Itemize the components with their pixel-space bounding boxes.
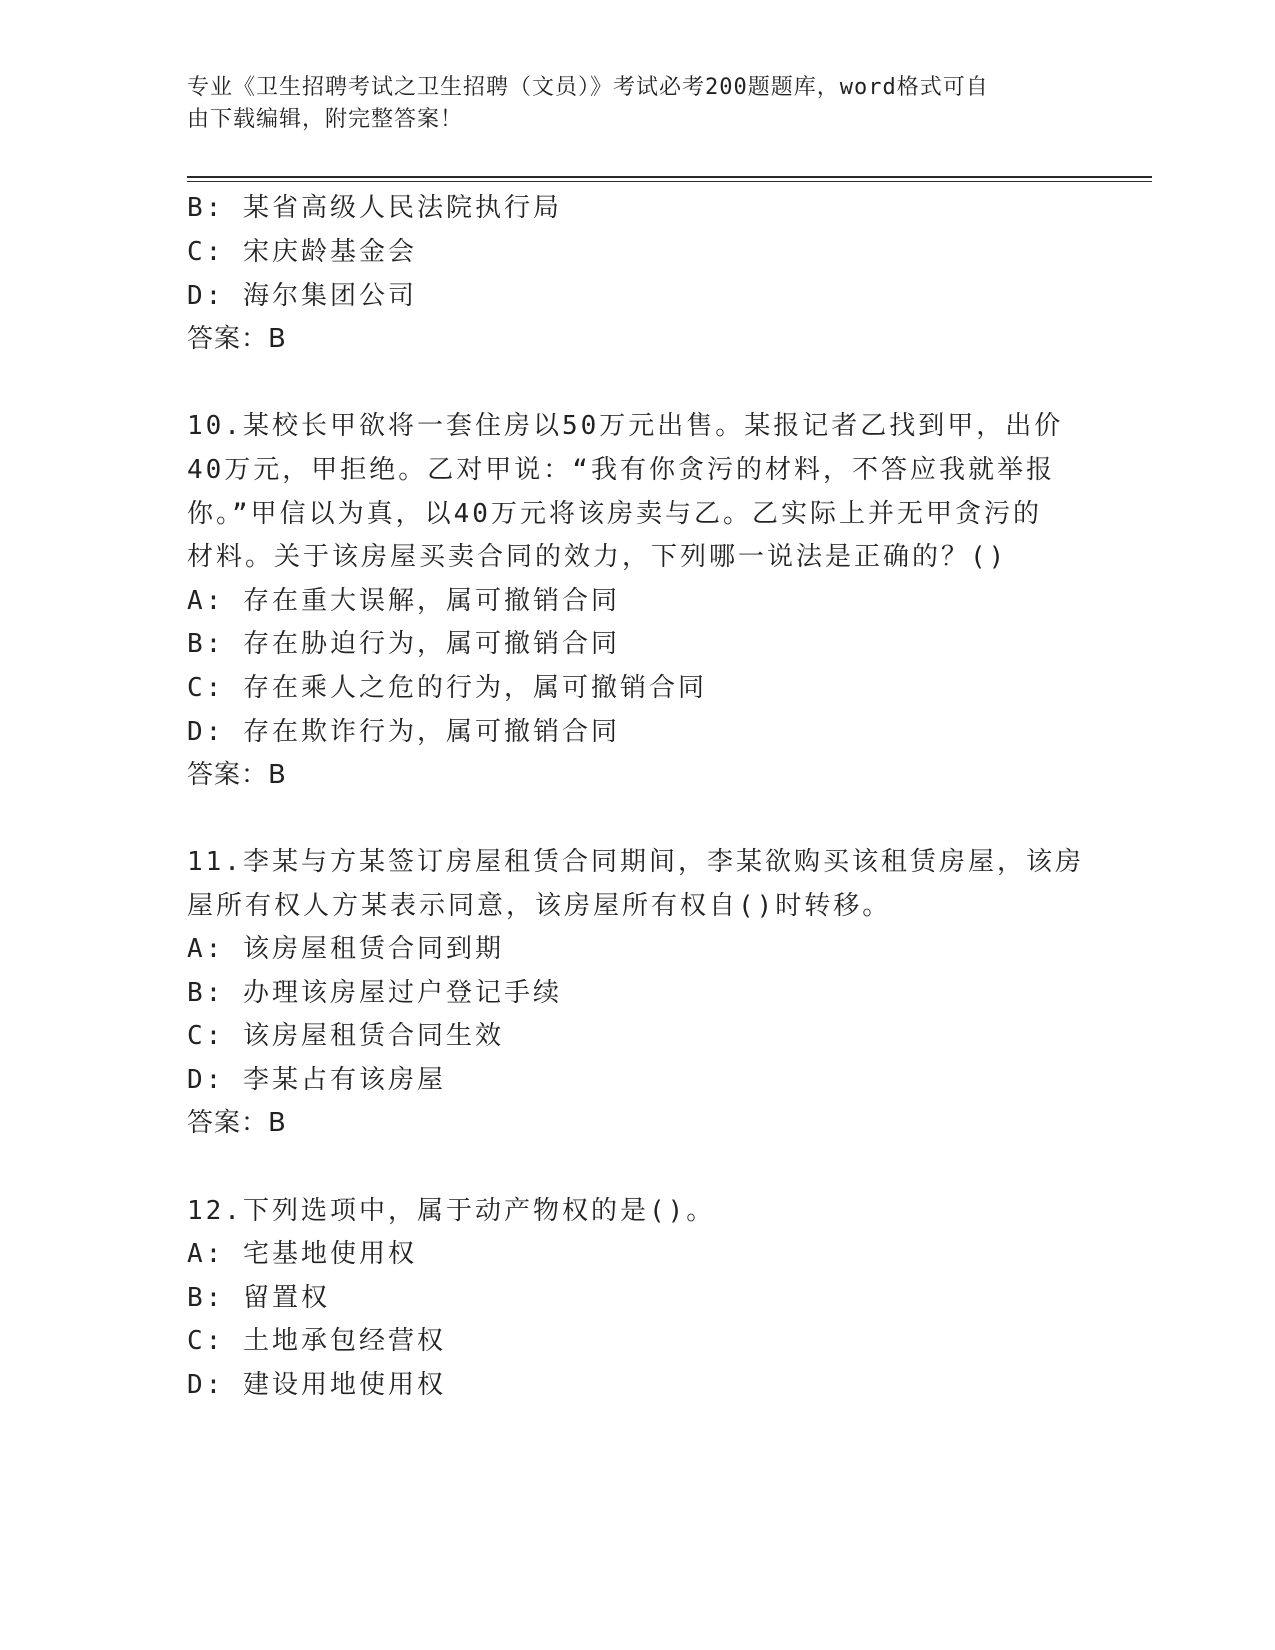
header-line-2: 由下载编辑，附完整答案！ xyxy=(187,107,464,132)
q12-option-d: D: 建设用地使用权 xyxy=(187,1370,446,1400)
q10-answer: 答案：B xyxy=(187,760,287,790)
q9-option-b: B: 某省高级人民法院执行局 xyxy=(187,193,562,223)
q10-stem-line-4: 材料。关于该房屋买卖合同的效力，下列哪一说法是正确的？() xyxy=(187,542,1008,572)
q10-stem-line-1: 10.某校长甲欲将一套住房以50万元出售。某报记者乙找到甲，出价 xyxy=(187,411,1064,441)
q12-option-b: B: 留置权 xyxy=(187,1283,330,1313)
header-line-1: 专业《卫生招聘考试之卫生招聘（文员）》考试必考200题题库，word格式可自 xyxy=(187,75,989,100)
q11-stem-line-1: 11.李某与方某签订房屋租赁合同期间，李某欲购买该租赁房屋，该房 xyxy=(187,847,1084,877)
q11-option-d: D: 李某占有该房屋 xyxy=(187,1065,446,1095)
q12-option-c: C: 土地承包经营权 xyxy=(187,1326,446,1356)
header-divider-thin xyxy=(187,181,1152,182)
q12-stem-line-1: 12.下列选项中，属于动产物权的是()。 xyxy=(187,1196,716,1226)
q10-option-a: A: 存在重大误解，属可撤销合同 xyxy=(187,586,620,616)
q9-answer: 答案：B xyxy=(187,324,287,354)
q10-option-c: C: 存在乘人之危的行为，属可撤销合同 xyxy=(187,673,707,703)
document-header xyxy=(187,72,1067,136)
q11-answer: 答案：B xyxy=(187,1108,287,1138)
q12-option-a: A: 宅基地使用权 xyxy=(187,1239,417,1269)
q11-option-b: B: 办理该房屋过户登记手续 xyxy=(187,978,562,1008)
q11-stem-line-2: 屋所有权人方某表示同意，该房屋所有权自()时转移。 xyxy=(187,891,892,921)
q10-stem-line-3: 你。”甲信以为真，以40万元将该房卖与乙。乙实际上并无甲贪污的 xyxy=(187,499,1042,529)
q11-option-a: A: 该房屋租赁合同到期 xyxy=(187,934,504,964)
q11-option-c: C: 该房屋租赁合同生效 xyxy=(187,1021,504,1051)
q10-option-b: B: 存在胁迫行为，属可撤销合同 xyxy=(187,629,620,659)
q10-option-d: D: 存在欺诈行为，属可撤销合同 xyxy=(187,717,620,747)
q10-stem-line-2: 40万元，甲拒绝。乙对甲说：“我有你贪污的材料，不答应我就举报 xyxy=(187,455,1055,485)
header-divider-thick xyxy=(187,176,1152,178)
q9-option-d: D: 海尔集团公司 xyxy=(187,281,417,311)
q9-option-c: C: 宋庆龄基金会 xyxy=(187,237,417,267)
